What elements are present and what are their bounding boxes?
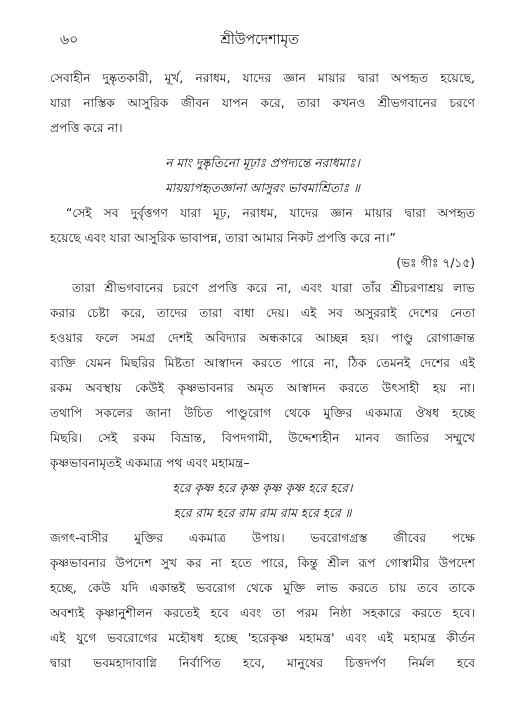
text-line: প্রপত্তি করে না। [50, 121, 123, 135]
text-line: যারা নাস্তিক আসুরিক জীবন যাপন করে, তারা কখনও শ্রীভগবানের চরণে [50, 96, 475, 110]
text-line: মিছরি। সেই রকম বিভ্রান্ত, বিপদগামী, উদ্দেশ্যহীন মানব জাতির সম্মুখে [50, 431, 475, 445]
verse-line: মায়য়াপহৃতজ্ঞানা আসুরং ভাবমাশ্রিতাঃ ॥ [165, 181, 360, 195]
paragraph-3 [50, 526, 475, 676]
text-line: ব্যক্তি যেমন মিছরির মিষ্টতা আস্বাদন করতে পারে না, ঠিক তেমনই দেশের এই [50, 356, 475, 370]
verse-line: হরে রাম হরে রাম রাম রাম হরে হরে ॥ [173, 506, 352, 520]
translation-line: হয়েছে এবং যারা আসুরিক ভাবাপন্ন, তারা আমার নিকট প্রপত্তি করে না।” [50, 231, 396, 245]
sanskrit-verse-1 [50, 151, 475, 201]
text-line: কৃষ্ণভাবনামৃতই একমাত্র পথ এবং মহামন্ত্র– [50, 456, 250, 470]
body-text [50, 66, 475, 676]
text-line: দ্বারা ভবমহাদাবাগ্নি নির্বাপিত হবে, মানুষের চিত্তদর্পণ নির্মল হবে [50, 656, 475, 670]
text-line: তারা শ্রীভগবানের চরণে প্রপত্তি করে না, এবং যারা তাঁর শ্রীচরণাশ্রয় লাভ [72, 281, 475, 295]
page-header [60, 28, 459, 50]
text-line: করার চেষ্টা করে, তাদের তারা বাধা দেয়। এই সব অসুররাই দেশের নেতা [50, 306, 475, 320]
text-line: কৃষ্ণভাবনার উপদেশ সুখ কর না হতে পারে, কিন্তু শ্রীল রূপ গোস্বামীর উপদেশ [50, 556, 475, 570]
text-line: অবশ্যই কৃষ্ণানুশীলন করতেই হবে এবং তা পরম নিষ্ঠা সহকারে করতে হবে। [50, 606, 475, 620]
paragraph-2 [50, 276, 475, 476]
text-line: রকম অবস্থায় কেউই কৃষ্ণভাবনার অমৃত আস্বাদন করতে উৎসাহী হয় না। [50, 381, 475, 395]
text-line: জগৎ-বাসীর মুক্তির একমাত্র উপায়। ভবরোগগ্রস্ত জীবের পক্ষে [50, 531, 475, 545]
text-line: এই যুগে ভবরোগের মহৌষধ হচ্ছে 'হরেকৃষ্ণ মহামন্ত্র' এবং এই মহামন্ত্র কীর্তন [50, 631, 475, 645]
sanskrit-verse-2 [50, 476, 475, 526]
page-number: ৬০ [60, 32, 79, 48]
verse-line: ন মাং দুষ্কৃতিনো মূঢ়াঃ প্রপদ্যন্তে নরাধমাঃ। [165, 156, 360, 170]
verse-reference: (ভঃ গীঃ ৭/১৫) [396, 256, 475, 270]
paragraph-1 [50, 66, 475, 141]
text-line: তথাপি সকলের জানা উচিত পাণ্ডুরোগ থেকে মুক্তির একমাত্র ঔষধ হচ্ছে [50, 406, 475, 420]
text-line: হওয়ার ফলে সমগ্র দেশই অবিদ্যার অন্ধকারে আচ্ছন্ন হয়। পাণ্ডু রোগাক্রান্ত [50, 331, 475, 345]
verse-line: হরে কৃষ্ণ হরে কৃষ্ণ কৃষ্ণ কৃষ্ণ হরে হরে। [172, 481, 353, 495]
translation-line: “সেই সব দুর্বৃত্তগণ যারা মূঢ়, নরাধম, যাদের জ্ঞান মায়ার দ্বারা অপহৃত [66, 206, 475, 220]
verse-translation [50, 201, 475, 276]
spacer [50, 141, 475, 151]
running-title: শ্রীউপদেশামৃত [220, 32, 299, 48]
text-line: সেবাহীন দুষ্কৃতকারী, মূর্খ, নরাধম, যাদের জ্ঞান মায়ার দ্বারা অপহৃত হয়েছে, [50, 71, 475, 85]
text-line: হচ্ছে, কেউ যদি একান্তই ভবরোগ থেকে মুক্তি লাভ করতে চায় তবে তাকে [50, 581, 475, 595]
